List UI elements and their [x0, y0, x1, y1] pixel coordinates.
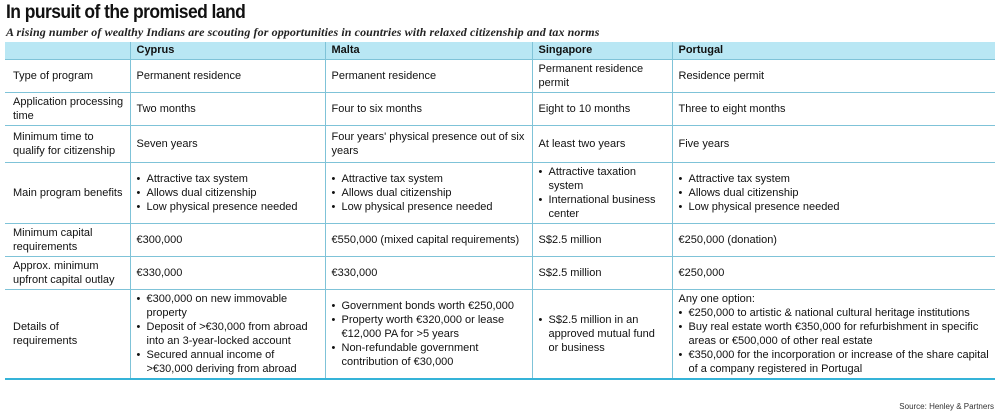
- header-cell-blank: [5, 42, 130, 59]
- cell-text: Four years' physical presence out of six years: [331, 130, 525, 157]
- cell-portugal: [672, 92, 995, 125]
- table-row: [5, 162, 995, 223]
- row-label: Details of requirements: [5, 289, 130, 379]
- cell-malta: [325, 256, 532, 289]
- cell-text: Residence permit: [678, 69, 765, 82]
- row-label: Main program benefits: [5, 162, 130, 223]
- bullet-list: [137, 292, 319, 376]
- header-row: [5, 42, 995, 59]
- table-row: [5, 256, 995, 289]
- bullet-item: • Non-refundable government contribution of €30,000: [332, 341, 526, 369]
- header-cell-malta: Malta: [325, 42, 532, 59]
- cell-cyprus: [130, 223, 325, 256]
- table-row: [5, 125, 995, 162]
- bullet-item: • €250,000 to artistic & national cultural heritage institutions: [679, 306, 990, 320]
- bullet-list: [332, 172, 526, 214]
- table-row: [5, 92, 995, 125]
- row-label: Approx. minimum upfront capital outlay: [5, 256, 130, 289]
- bullet-item: • S$2.5 million in an approved mutual fund or business: [539, 313, 666, 355]
- cell-singapore: [532, 162, 672, 223]
- cell-singapore: [532, 223, 672, 256]
- cell-text: Four to six months: [331, 102, 422, 115]
- cell-singapore: [532, 59, 672, 92]
- cell-singapore: [532, 125, 672, 162]
- cell-text: Any one option:: [678, 292, 755, 305]
- row-label: Minimum capital requirements: [5, 223, 130, 256]
- cell-cyprus: [130, 92, 325, 125]
- bullet-item: • Property worth €320,000 or lease €12,000 PA for >5 years: [332, 313, 526, 341]
- bullet-list: [332, 299, 526, 369]
- bullet-item: • Government bonds worth €250,000: [332, 299, 526, 313]
- bullet-item: • Attractive tax system: [332, 172, 526, 186]
- cell-malta: [325, 223, 532, 256]
- header-cell-cyprus: Cyprus: [130, 42, 325, 59]
- cell-cyprus: [130, 59, 325, 92]
- cell-cyprus: [130, 256, 325, 289]
- bullet-list: [539, 313, 666, 355]
- bullet-item: • Allows dual citizenship: [137, 186, 319, 200]
- cell-cyprus: [130, 125, 325, 162]
- cell-malta: [325, 59, 532, 92]
- bullet-list: [679, 306, 990, 376]
- cell-malta: [325, 162, 532, 223]
- cell-text: €250,000: [678, 266, 725, 279]
- cell-singapore: [532, 289, 672, 379]
- cell-malta: [325, 92, 532, 125]
- row-label: Minimum time to qualify for citizenship: [5, 125, 130, 162]
- cell-malta: [325, 125, 532, 162]
- bullet-item: • €300,000 on new immovable property: [137, 292, 319, 320]
- bullet-item: • Low physical presence needed: [137, 200, 319, 214]
- cell-text: Seven years: [136, 137, 198, 150]
- cell-text: Two months: [136, 102, 196, 115]
- cell-text: At least two years: [538, 137, 626, 150]
- bullet-item: • Low physical presence needed: [332, 200, 526, 214]
- table-body: [5, 59, 995, 379]
- cell-text: Five years: [678, 137, 730, 150]
- bullet-item: • Allows dual citizenship: [679, 186, 990, 200]
- row-label: Application processing time: [5, 92, 130, 125]
- bullet-item: • Attractive taxation system: [539, 165, 666, 193]
- bullet-item: • Buy real estate worth €350,000 for refurbishment in specific areas or €500,000 of other real estate: [679, 320, 990, 348]
- cell-text: €330,000: [136, 266, 183, 279]
- table-row: [5, 289, 995, 379]
- page-title: In pursuit of the promised land: [6, 2, 246, 23]
- cell-text: €300,000: [136, 233, 183, 246]
- cell-malta: [325, 289, 532, 379]
- bullet-item: • Low physical presence needed: [679, 200, 990, 214]
- cell-text: Permanent residence permit: [538, 62, 644, 89]
- cell-cyprus: [130, 289, 325, 379]
- bullet-item: • Attractive tax system: [679, 172, 990, 186]
- row-label: Type of program: [5, 59, 130, 92]
- bullet-item: • Attractive tax system: [137, 172, 319, 186]
- cell-singapore: [532, 256, 672, 289]
- bullet-item: • Secured annual income of >€30,000 deriving from abroad: [137, 348, 319, 376]
- cell-text: Permanent residence: [331, 69, 437, 82]
- bullet-item: • International business center: [539, 193, 666, 221]
- bullet-list: [137, 172, 319, 214]
- cell-portugal: [672, 59, 995, 92]
- cell-portugal: [672, 256, 995, 289]
- bullet-item: • Deposit of >€30,000 from abroad into an 3-year-locked account: [137, 320, 319, 348]
- bullet-list: [539, 165, 666, 221]
- header-cell-singapore: Singapore: [532, 42, 672, 59]
- cell-cyprus: [130, 162, 325, 223]
- page-subtitle: A rising number of wealthy Indians are scouting for opportunities in countries with relaxed citizenship and tax norms: [6, 25, 600, 39]
- cell-portugal: [672, 162, 995, 223]
- cell-text: €550,000 (mixed capital requirements): [331, 233, 520, 246]
- cell-text: S$2.5 million: [538, 266, 602, 279]
- header-cell-portugal: Portugal: [672, 42, 995, 59]
- table-row: [5, 59, 995, 92]
- source-note: Source: Henley & Partners: [899, 402, 994, 411]
- cell-text: Three to eight months: [678, 102, 786, 115]
- bullet-item: • €350,000 for the incorporation or increase of the share capital of a company registered in Portugal: [679, 348, 990, 376]
- cell-text: Permanent residence: [136, 69, 242, 82]
- cell-portugal: [672, 125, 995, 162]
- cell-portugal: [672, 223, 995, 256]
- cell-text: €250,000 (donation): [678, 233, 777, 246]
- cell-text: S$2.5 million: [538, 233, 602, 246]
- table-row: [5, 223, 995, 256]
- cell-text: €330,000: [331, 266, 378, 279]
- cell-singapore: [532, 92, 672, 125]
- comparison-table: [5, 42, 995, 380]
- cell-portugal: [672, 289, 995, 379]
- bullet-list: [679, 172, 990, 214]
- bullet-item: • Allows dual citizenship: [332, 186, 526, 200]
- cell-text: Eight to 10 months: [538, 102, 631, 115]
